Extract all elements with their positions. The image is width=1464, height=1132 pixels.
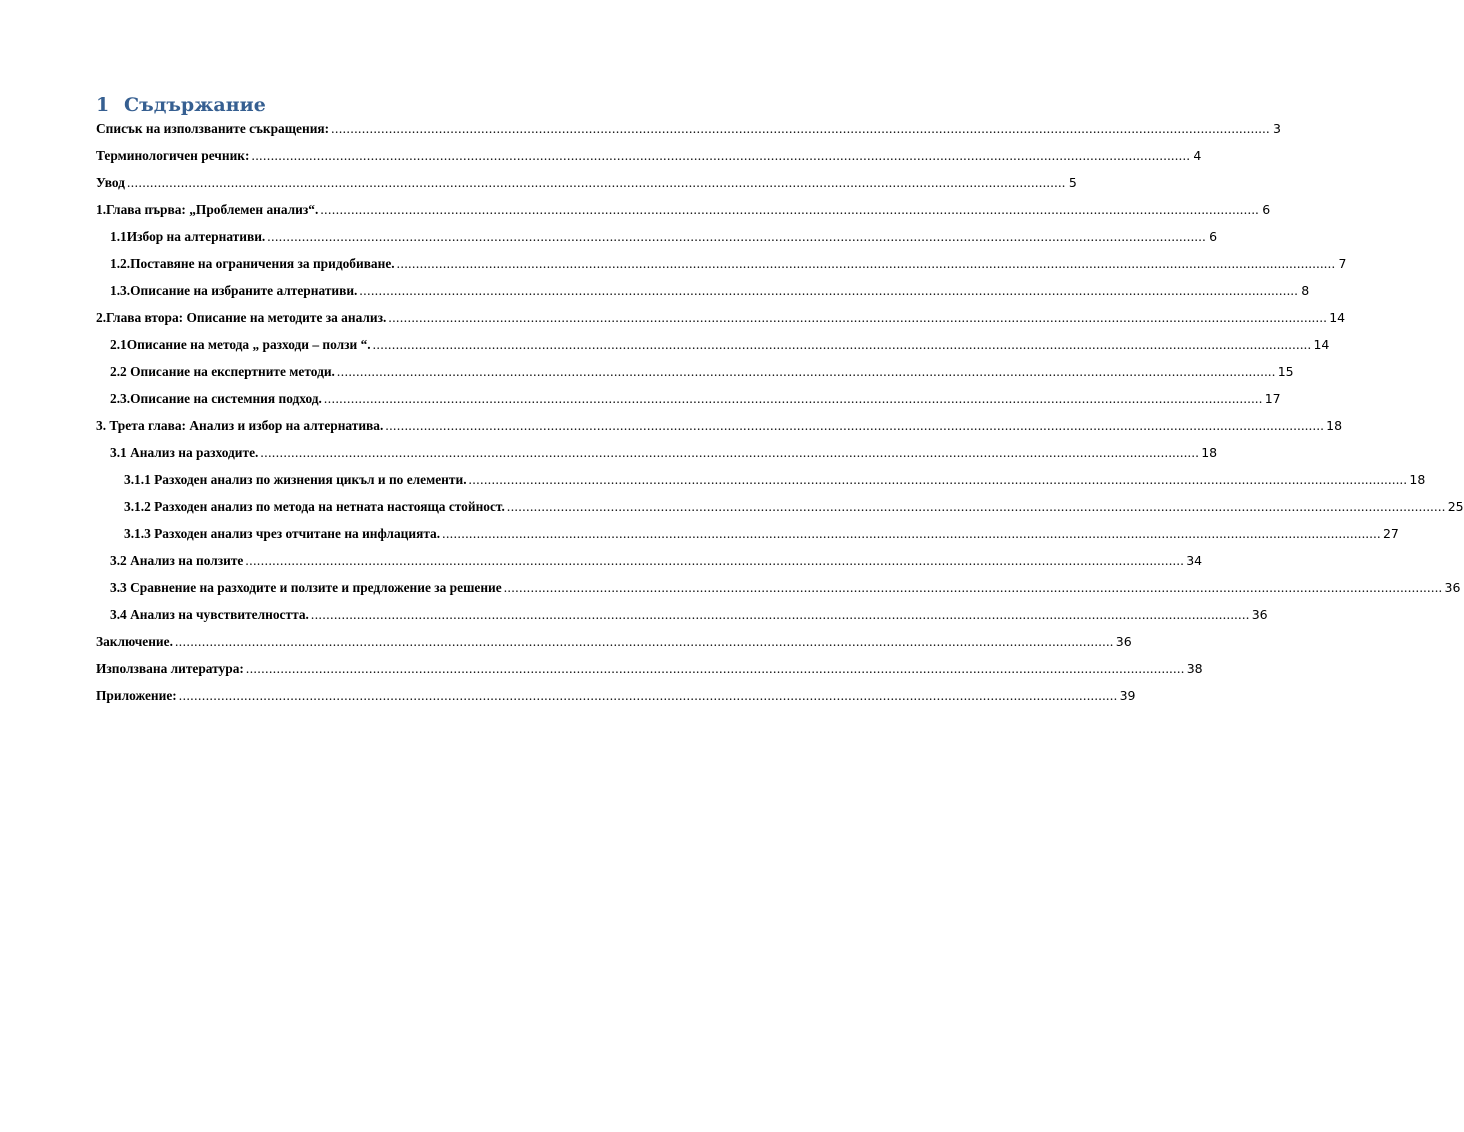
toc-dot-leader [127,174,1066,192]
toc-entry-label: Описание на системния подход. [130,391,322,406]
toc-page-number: 36 [1444,580,1461,595]
toc-entry[interactable] [96,147,1202,165]
toc-page-number: 18 [1409,472,1426,487]
toc-page-number: 15 [1277,364,1294,379]
toc-entry-label: Избор на алтернативи. [126,229,266,244]
toc-page-number: 3 [1273,121,1281,136]
toc-dot-leader [397,255,1336,273]
toc-entry[interactable] [124,525,1399,543]
toc-entry[interactable] [96,417,1343,435]
toc-entry[interactable] [110,579,1461,597]
toc-page-number: 36 [1115,634,1132,649]
toc-page-number: 14 [1329,310,1346,325]
toc-page-number: 25 [1447,499,1464,514]
toc-entry[interactable] [110,255,1347,273]
toc-entry-label: Поставяне на ограничения за придобиване. [130,256,395,271]
toc-entry[interactable] [124,471,1426,489]
toc-page-number: 36 [1251,607,1268,622]
toc-entry-number: 1.1 [110,229,127,244]
toc-dot-leader [179,687,1118,705]
toc-entry-number: 2. [96,310,107,325]
toc-entry[interactable] [110,552,1203,570]
toc-entry[interactable] [110,363,1294,381]
toc-entry-label: Списък на използваните съкращения: [96,121,330,136]
toc-entry[interactable] [110,606,1268,624]
toc-entry[interactable] [110,444,1218,462]
toc-entry-number: 1.2. [110,256,131,271]
toc-entry-number: 2.1 [110,337,127,352]
toc-dot-leader [442,525,1381,543]
toc-dot-leader [311,606,1250,624]
toc-entry-label: Описание на избраните алтернативи. [130,283,358,298]
toc-dot-leader [385,417,1324,435]
toc-page-number: 34 [1186,553,1203,568]
toc-dot-leader [337,363,1276,381]
toc-page-number: 18 [1201,445,1218,460]
toc-page-number: 39 [1119,688,1136,703]
toc-entry-number: 1. [96,202,107,217]
toc-entry[interactable] [110,228,1218,246]
toc-page-number: 6 [1209,229,1218,244]
toc-dot-leader [331,120,1270,138]
toc-page-number: 4 [1193,148,1202,163]
toc-dot-leader [246,660,1185,678]
toc-entry[interactable] [96,174,1077,192]
toc-dot-leader [320,201,1259,219]
toc-entry-label: 3.1.2 Разходен анализ по метода на нетната настояща стойност. [124,499,505,514]
toc-entry-label: 2.2 Описание на експертните методи. [110,364,335,379]
toc-entry-label: Описание на метода „ разходи – ползи “. [126,337,371,352]
toc-dot-leader [324,390,1263,408]
toc-entry[interactable] [96,309,1346,327]
heading-title: Съдържание [124,94,266,116]
toc-dot-leader [507,498,1446,516]
toc-dot-leader [359,282,1298,300]
toc-entry-label: 3.1 Анализ на разходите. [110,445,259,460]
toc-dot-leader [251,147,1190,165]
toc-page-number: 5 [1068,175,1077,190]
toc-entry-label: 3.1.3 Разходен анализ чрез отчитане на инфлацията. [124,526,441,541]
toc-entry[interactable] [96,660,1203,678]
toc-entry-label: 3.1.1 Разходен анализ по жизнения цикъл и по елементи. [124,472,467,487]
toc-entry-label: Приложение: [96,688,177,703]
toc-dot-leader [175,633,1114,651]
toc-dot-leader [260,444,1199,462]
toc-entry[interactable] [110,336,1330,354]
toc-heading [96,94,266,116]
toc-entry-label: 3.2 Анализ на ползите [110,553,244,568]
toc-entry-number: 1.3. [110,283,131,298]
toc-page-number: 8 [1301,283,1310,298]
toc-entry-label: Глава първа: „Проблемен анализ“. [106,202,319,217]
toc-dot-leader [373,336,1312,354]
toc-entry[interactable] [96,120,1281,138]
toc-entry-label: Увод [96,175,125,190]
toc-dot-leader [504,579,1443,597]
toc-dot-leader [469,471,1408,489]
toc-page-number: 18 [1326,418,1343,433]
toc-entry[interactable] [110,390,1281,408]
toc-entry[interactable] [96,633,1132,651]
toc-entry-label: Използвана литература: [96,661,244,676]
toc-entry-label: Заключение. [96,634,173,649]
toc-dot-leader [388,309,1327,327]
toc-entry[interactable] [124,498,1464,516]
toc-dot-leader [245,552,1184,570]
toc-page-number: 17 [1264,391,1281,406]
toc-page-number: 14 [1313,337,1330,352]
heading-number: 1 [96,94,110,116]
toc-entry-label: Глава втора: Описание на методите за анализ. [106,310,387,325]
toc-page-number: 38 [1186,661,1203,676]
toc-entry[interactable] [96,201,1271,219]
toc-entry-label: 3.3 Сравнение на разходите и ползите и предложение за решение [110,580,502,595]
toc-entry[interactable] [96,687,1136,705]
toc-page-number: 6 [1262,202,1271,217]
toc-entry-label: 3. Трета глава: Анализ и избор на алтернатива. [96,418,384,433]
toc-page-number: 7 [1338,256,1347,271]
toc-dot-leader [267,228,1206,246]
toc-entry-number: 2.3. [110,391,131,406]
toc-page-number: 27 [1382,526,1399,541]
toc-entry-label: 3.4 Анализ на чувствителността. [110,607,309,622]
toc-entry-label: Терминологичен речник: [96,148,250,163]
toc-entry[interactable] [110,282,1310,300]
